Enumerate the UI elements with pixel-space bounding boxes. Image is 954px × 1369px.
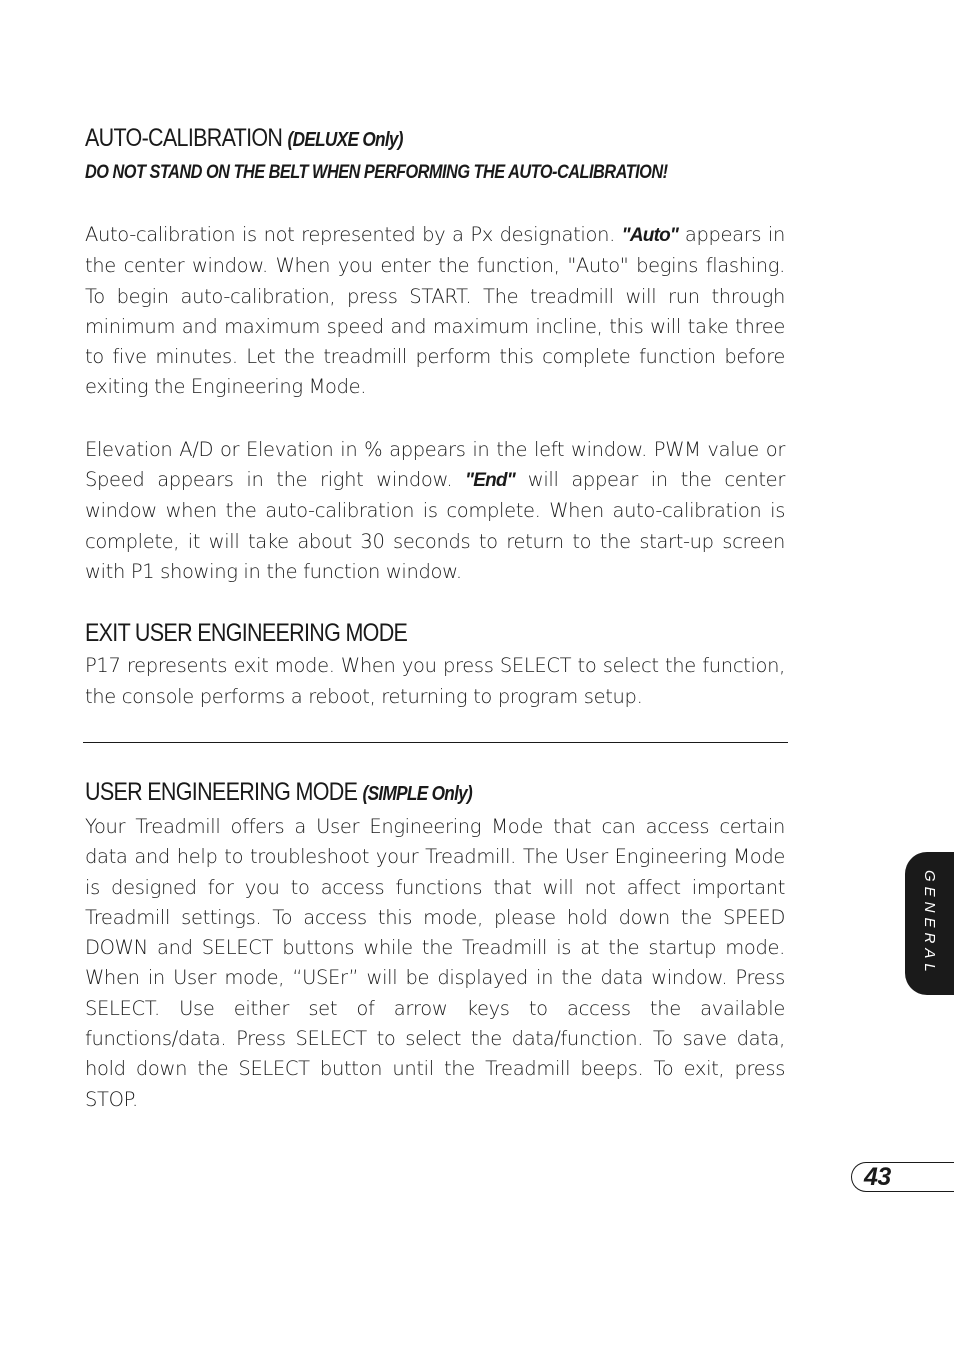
spacer: [85, 587, 785, 615]
side-tab-label: GENERAL: [921, 870, 938, 977]
section-divider: [83, 742, 788, 743]
side-tab-label-wrap: [905, 852, 954, 995]
exit-mode-heading: EXIT USER ENGINEERING MODE: [85, 619, 408, 648]
spacer: [85, 188, 785, 220]
auto-calibration-warning: DO NOT STAND ON THE BELT WHEN PERFORMING THE AUTO-CALIBRATION!: [85, 162, 668, 183]
end-emphasis: "End": [465, 470, 515, 492]
user-engineering-section: [85, 774, 785, 1115]
auto-calibration-paragraph-1: [85, 220, 785, 403]
para2-text-b: will appear in the center window when the auto-calibration is complete. When auto-calibration is complete, it will take about 30 seconds to return to the start-up screen with P1 showing in the function window.: [85, 468, 786, 583]
user-engineering-title: USER ENGINEERING MODE: [85, 778, 358, 806]
para2-text-a: Elevation A/D or Elevation in % appears in the left window. PWM value or Speed appears in the right window.: [85, 437, 785, 492]
auto-emphasis: "Auto": [621, 225, 679, 246]
page-number: 43: [864, 1163, 891, 1191]
auto-calibration-qualifier: (DELUXE Only): [287, 129, 403, 151]
user-engineering-heading: [85, 774, 687, 812]
exit-mode-paragraph: P17 represents exit mode. When you press SELECT to select the function, the console performs a reboot, returning to program setup.: [85, 654, 785, 708]
auto-calibration-title: AUTO-CALIBRATION: [85, 124, 283, 152]
auto-calibration-heading: [85, 120, 687, 158]
user-engineering-paragraph: Your Treadmill offers a User Engineering Mode that can access certain data and help to troubleshoot your Treadmill. The User Engineering Mode is designed for you to access functions that will not affect important Treadmill settings. To access this mode, please hold down the SPEED DOWN and SELECT buttons while the Treadmill is at the startup mode. When in User mode, “USEr” will be displayed in the data window. Press SELECT. Use either set of arrow keys to access the available functions/data. Press SELECT to select the data/function. To save data, hold down the SELECT button until the Treadmill beeps. To exit, press STOP.: [85, 815, 785, 1111]
auto-calibration-section: [85, 120, 785, 712]
spacer: [85, 403, 785, 435]
auto-calibration-paragraph-2: [85, 435, 785, 587]
user-engineering-qualifier: (SIMPLE Only): [362, 783, 473, 805]
para1-text-b: appears in the center window. When you enter the function, "Auto" begins flashing. To begin auto-calibration, press START. The treadmill will run through minimum and maximum speed and maximum incline, this will take three to five minutes. Let the treadmill perform this complete function before exiting the Engineering Mode.: [85, 223, 786, 399]
para1-text-a: Auto-calibration is not represented by a Px designation.: [85, 223, 622, 246]
